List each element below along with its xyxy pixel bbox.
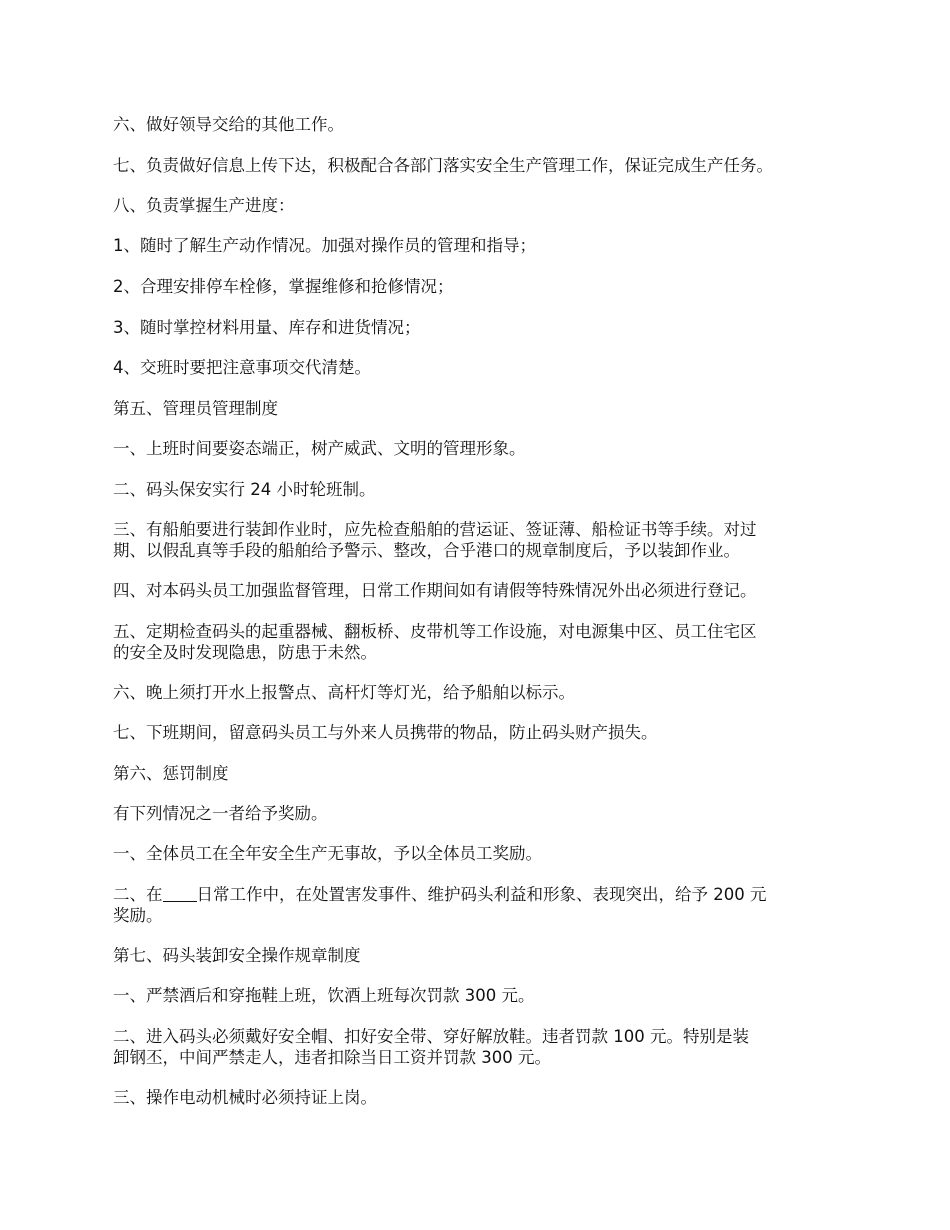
paragraph: 有下列情况之一者给予奖励。 xyxy=(113,804,328,823)
section-heading: 第六、惩罚制度 xyxy=(113,764,229,783)
paragraph: 二、码头保安实行 24 小时轮班制。 xyxy=(113,480,376,499)
paragraph-text: 日常工作中，在处置害发事件、维护码头利益和形象、表现突出，给予 200 元 xyxy=(196,885,767,904)
paragraph: 一、严禁酒后和穿拖鞋上班，饮酒上班每次罚款 300 元。 xyxy=(113,986,535,1005)
paragraph: 八、负责掌握生产进度： xyxy=(113,196,295,215)
paragraph: 六、做好领导交给的其他工作。 xyxy=(113,115,344,134)
section-heading: 第五、管理员管理制度 xyxy=(113,399,278,418)
paragraph: 七、下班期间，留意码头员工与外来人员携带的物品，防止码头财产损失。 xyxy=(113,723,658,742)
list-item: 3、随时掌控材料用量、库存和进货情况； xyxy=(113,318,421,337)
paragraph-line xyxy=(113,884,853,905)
paragraph-line: 的安全及时发现隐患，防患于未然。 xyxy=(113,643,377,662)
paragraph-line: 二、进入码头必须戴好安全帽、扣好安全带、穿好解放鞋。违者罚款 100 元。特别是装 xyxy=(113,1027,749,1046)
paragraph-line: 三、有船舶要进行装卸作业时，应先检查船舶的营运证、签证薄、船检证书等手续。对过 xyxy=(113,520,757,539)
paragraph: 三、操作电动机械时必须持证上岗。 xyxy=(113,1088,377,1107)
paragraph: 七、负责做好信息上传下达，积极配合各部门落实安全生产管理工作，保证完成生产任务。 xyxy=(113,156,773,175)
fill-in-blank xyxy=(163,885,197,902)
list-item: 4、交班时要把注意事项交代清楚。 xyxy=(113,358,371,377)
paragraph-line: 卸钢丕，中间严禁走人，违者扣除当日工资并罚款 300 元。 xyxy=(113,1048,551,1067)
paragraph: 六、晚上须打开水上报警点、高杆灯等灯光，给予船舶以标示。 xyxy=(113,683,575,702)
paragraph: 一、上班时间要姿态端正，树产威武、文明的管理形象。 xyxy=(113,439,526,458)
list-item: 2、合理安排停车栓修，掌握维修和抢修情况； xyxy=(113,277,454,296)
paragraph-line: 五、定期检查码头的起重器械、翻板桥、皮带机等工作设施，对电源集中区、员工住宅区 xyxy=(113,622,757,641)
paragraph-text: 二、在 xyxy=(113,885,163,904)
paragraph: 四、对本码头员工加强监督管理，日常工作期间如有请假等特殊情况外出必须进行登记。 xyxy=(113,581,757,600)
section-heading: 第七、码头装卸安全操作规章制度 xyxy=(113,946,361,965)
list-item: 1、随时了解生产动作情况。加强对操作员的管理和指导； xyxy=(113,236,536,255)
paragraph-line: 期、以假乱真等手段的船舶给予警示、整改，合乎港口的规章制度后，予以装卸作业。 xyxy=(113,541,740,560)
paragraph: 一、全体员工在全年安全生产无事故，予以全体员工奖励。 xyxy=(113,844,542,863)
paragraph-line: 奖励。 xyxy=(113,906,163,925)
